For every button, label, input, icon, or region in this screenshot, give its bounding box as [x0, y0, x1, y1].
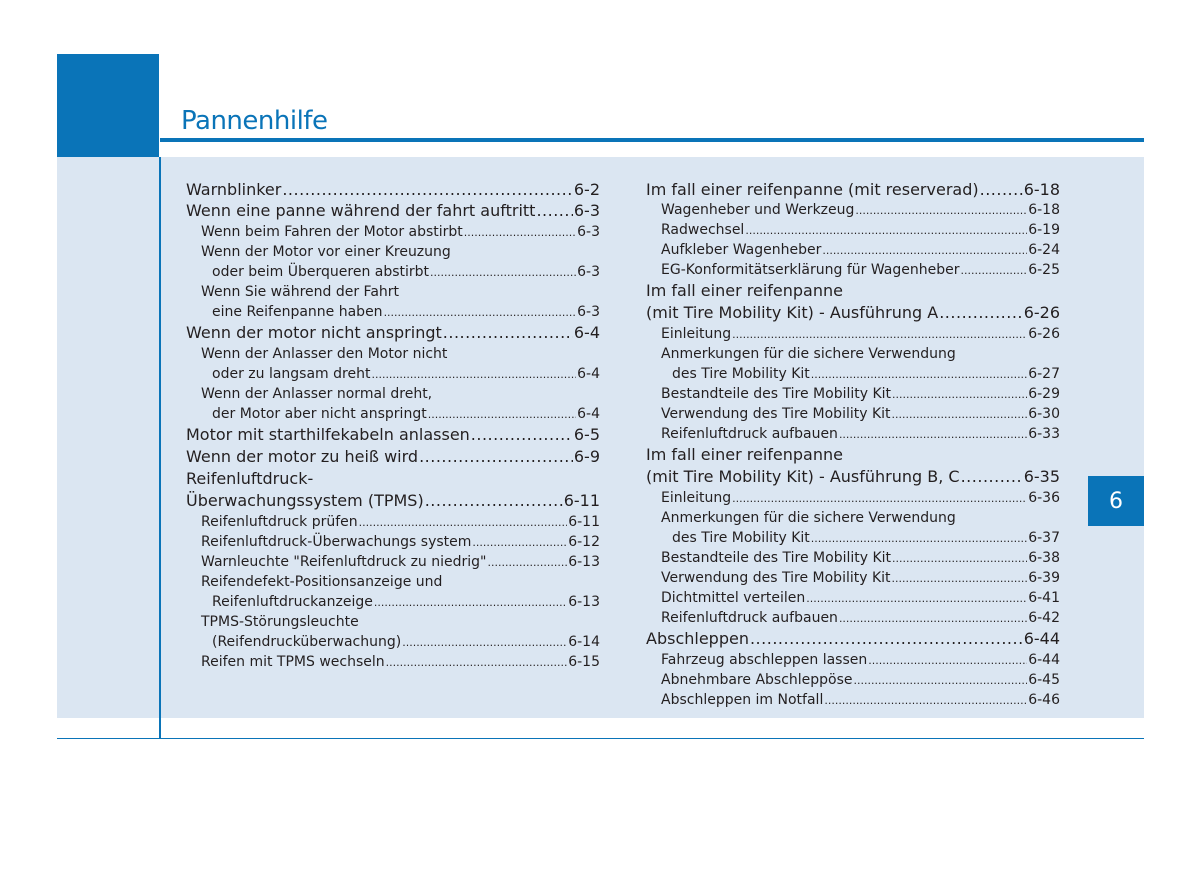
- toc-entry[interactable]: [186, 200, 600, 222]
- toc-entry-text: Einleitung: [661, 490, 732, 506]
- toc-page-number: 6-3: [573, 201, 600, 220]
- dot-leader: [868, 650, 1027, 671]
- toc-entry[interactable]: [646, 302, 1060, 324]
- toc-column-right: [646, 179, 1060, 710]
- toc-page-number: 6-15: [568, 654, 600, 670]
- toc-entry-text: Warnleuchte "Reifenluftdruck zu niedrig": [201, 554, 487, 570]
- toc-entry[interactable]: [646, 200, 1060, 220]
- toc-entry-text: Reifenluftdruck aufbauen: [661, 610, 838, 626]
- toc-page-number: 6-11: [568, 514, 600, 530]
- dot-leader: [855, 200, 1027, 221]
- toc-entry-text: Verwendung des Tire Mobility Kit: [661, 406, 891, 422]
- dot-leader: [464, 222, 576, 243]
- toc-entry-text: (mit Tire Mobility Kit) - Ausführung A: [646, 303, 939, 322]
- toc-entry[interactable]: [186, 652, 600, 672]
- toc-entry-text: Bestandteile des Tire Mobility Kit: [661, 386, 892, 402]
- toc-entry-text: Radwechsel: [661, 222, 745, 238]
- toc-entry-text: Wenn der Anlasser den Motor nicht: [201, 346, 448, 362]
- toc-entry-text: Dichtmittel verteilen: [661, 590, 806, 606]
- toc-entry[interactable]: [186, 552, 600, 572]
- toc-page-number: 6-26: [1028, 326, 1060, 342]
- toc-entry[interactable]: [186, 592, 600, 612]
- dot-leader: [425, 490, 563, 512]
- dot-leader: [386, 652, 568, 673]
- toc-entry-line[interactable]: [186, 468, 600, 490]
- toc-entry-text: EG-Konformitätserklärung für Wagenheber: [661, 262, 960, 278]
- toc-page-number: 6-41: [1028, 590, 1060, 606]
- dot-leader: [374, 592, 567, 613]
- toc-entry[interactable]: [186, 322, 600, 344]
- toc-page-number: 6-24: [1028, 242, 1060, 258]
- toc-page-number: 6-26: [1023, 303, 1060, 322]
- dot-leader: [892, 384, 1027, 405]
- dot-leader: [536, 200, 572, 222]
- toc-page-number: 6-46: [1028, 692, 1060, 708]
- page-title: Pannenhilfe: [181, 106, 328, 136]
- toc-page-number: 6-37: [1028, 530, 1060, 546]
- toc-page-number: 6-30: [1028, 406, 1060, 422]
- toc-entry-text: Wenn Sie während der Fahrt: [201, 284, 400, 300]
- toc-entry[interactable]: [646, 384, 1060, 404]
- dot-leader: [811, 528, 1027, 549]
- toc-entry-text: Aufkleber Wagenheber: [661, 242, 822, 258]
- toc-entry-text: Reifenluftdruckanzeige: [212, 594, 373, 610]
- toc-entry-text: Wenn eine panne während der fahrt auftritt: [186, 201, 536, 220]
- toc-entry-text: Reifendefekt-Positionsanzeige und: [201, 574, 443, 590]
- dot-leader: [892, 404, 1028, 425]
- toc-entry-text: Wagenheber und Werkzeug: [661, 202, 855, 218]
- toc-page-number: 6-5: [573, 425, 600, 444]
- toc-entry-text: des Tire Mobility Kit: [672, 530, 810, 546]
- toc-entry-line[interactable]: [186, 384, 600, 404]
- toc-page-number: 6-39: [1028, 570, 1060, 586]
- toc-entry-text: Im fall einer reifenpanne (mit reserverad): [646, 180, 979, 199]
- toc-entry[interactable]: [186, 222, 600, 242]
- toc-page-number: 6-44: [1023, 629, 1060, 648]
- toc-entry-text: Verwendung des Tire Mobility Kit: [661, 570, 891, 586]
- toc-entry-text: Anmerkungen für die sichere Verwendung: [661, 346, 956, 362]
- toc-entry[interactable]: [186, 512, 600, 532]
- toc-page-number: 6-45: [1028, 672, 1060, 688]
- toc-entry-text: TPMS-Störungsleuchte: [201, 614, 359, 630]
- toc-entry[interactable]: [186, 364, 600, 384]
- dot-leader: [939, 302, 1022, 324]
- toc-entry-text: Wenn der Motor vor einer Kreuzung: [201, 244, 451, 260]
- toc-entry[interactable]: [646, 424, 1060, 444]
- toc-page-number: 6-36: [1028, 490, 1060, 506]
- toc-page-number: 6-25: [1028, 262, 1060, 278]
- toc-entry-text: der Motor aber nicht anspringt: [212, 406, 427, 422]
- dot-leader: [822, 240, 1027, 261]
- toc-entry[interactable]: [186, 262, 600, 282]
- toc-entry-text: Überwachungssystem (TPMS): [186, 491, 424, 510]
- toc-entry-text: Wenn der Anlasser normal dreht,: [201, 386, 433, 402]
- dot-leader: [745, 220, 1027, 241]
- toc-entry-text: Wenn der motor zu heiß wird: [186, 447, 419, 466]
- toc-entry[interactable]: [646, 488, 1060, 508]
- header-color-block: [57, 54, 159, 157]
- toc-page-number: 6-14: [568, 634, 600, 650]
- toc-page-number: 6-3: [577, 224, 600, 240]
- toc-page-number: 6-29: [1028, 386, 1060, 402]
- dot-leader: [371, 364, 576, 385]
- toc-entry-line[interactable]: [186, 282, 600, 302]
- toc-page-number: 6-27: [1028, 366, 1060, 382]
- dot-leader: [487, 552, 567, 573]
- dot-leader: [811, 364, 1027, 385]
- toc-entry-text: oder beim Überqueren abstirbt: [212, 264, 430, 280]
- toc-page-number: 6-42: [1028, 610, 1060, 626]
- dot-leader: [839, 424, 1027, 445]
- toc-entry-text: (mit Tire Mobility Kit) - Ausführung B, C: [646, 467, 960, 486]
- toc-page-number: 6-13: [568, 554, 600, 570]
- dot-leader: [892, 568, 1028, 589]
- toc-page-number: 6-35: [1023, 467, 1060, 486]
- toc-entry[interactable]: [646, 588, 1060, 608]
- toc-entry-line[interactable]: [646, 444, 1060, 466]
- toc-page-number: 6-33: [1028, 426, 1060, 442]
- toc-entry[interactable]: [646, 548, 1060, 568]
- toc-entry-text: Reifenluftdruck-: [186, 469, 314, 488]
- toc-page-number: 6-19: [1028, 222, 1060, 238]
- dot-leader: [839, 608, 1027, 629]
- toc-entry[interactable]: [186, 532, 600, 552]
- dot-leader: [732, 324, 1027, 345]
- toc-entry[interactable]: [646, 568, 1060, 588]
- dot-leader: [384, 302, 577, 323]
- dot-leader: [980, 179, 1023, 200]
- toc-entry-line[interactable]: [646, 508, 1060, 528]
- toc-entry-text: Wenn beim Fahren der Motor abstirbt: [201, 224, 463, 240]
- toc-entry-line[interactable]: [186, 344, 600, 364]
- dot-leader: [732, 488, 1027, 509]
- toc-page-number: 6-18: [1028, 202, 1060, 218]
- toc-entry-text: (Reifendrucküberwachung): [212, 634, 402, 650]
- dot-leader: [960, 260, 1027, 281]
- toc-entry-text: Abnehmbare Abschleppöse: [661, 672, 853, 688]
- toc-entry[interactable]: [186, 424, 600, 446]
- toc-page-number: 6-18: [1023, 180, 1060, 199]
- toc-page-number: 6-38: [1028, 550, 1060, 566]
- toc-entry[interactable]: [646, 466, 1060, 488]
- toc-entry-text: Anmerkungen für die sichere Verwendung: [661, 510, 956, 526]
- dot-leader: [892, 548, 1027, 569]
- toc-entry-text: Wenn der motor nicht anspringt: [186, 323, 442, 342]
- toc-entry-line[interactable]: [186, 612, 600, 632]
- chapter-tab: [1088, 476, 1144, 526]
- toc-page-number: 6-13: [568, 594, 600, 610]
- toc-entry[interactable]: [646, 364, 1060, 384]
- toc-entry[interactable]: [646, 260, 1060, 280]
- toc-entry-text: Im fall einer reifenpanne: [646, 281, 843, 300]
- dot-leader: [961, 466, 1023, 488]
- bottom-rule: [57, 738, 1144, 739]
- vertical-divider: [159, 157, 161, 739]
- toc-page-number: 6-9: [573, 447, 600, 466]
- toc-entry-text: Abschleppen: [646, 629, 749, 648]
- dot-leader: [472, 532, 567, 553]
- dot-leader: [471, 424, 573, 446]
- toc-entry[interactable]: [186, 446, 600, 468]
- toc-page-number: 6-3: [577, 264, 600, 280]
- dot-leader: [430, 262, 576, 283]
- toc-entry-text: Reifenluftdruck prüfen: [201, 514, 358, 530]
- toc-entry[interactable]: [646, 608, 1060, 628]
- toc-entry-line[interactable]: [646, 344, 1060, 364]
- toc-page-number: 6-4: [577, 366, 600, 382]
- dot-leader: [359, 512, 568, 533]
- toc-entry[interactable]: [646, 528, 1060, 548]
- toc-entry[interactable]: [186, 490, 600, 512]
- toc-entry-text: Einleitung: [661, 326, 732, 342]
- toc-entry-text: eine Reifenpanne haben: [212, 304, 383, 320]
- toc-page-number: 6-12: [568, 534, 600, 550]
- dot-leader: [282, 179, 573, 200]
- toc-entry-text: Motor mit starthilfekabeln anlassen: [186, 425, 470, 444]
- toc-entry-text: des Tire Mobility Kit: [672, 366, 810, 382]
- toc-entry[interactable]: [186, 632, 600, 652]
- toc-entry[interactable]: [646, 220, 1060, 240]
- dot-leader: [428, 404, 576, 425]
- dot-leader: [419, 446, 573, 468]
- toc-entry-line[interactable]: [186, 572, 600, 592]
- toc-entry[interactable]: [186, 302, 600, 322]
- toc-entry[interactable]: [646, 690, 1060, 710]
- dot-leader: [854, 670, 1028, 691]
- toc-column-left: [186, 179, 600, 672]
- toc-entry[interactable]: [646, 670, 1060, 690]
- dot-leader: [443, 322, 573, 344]
- toc-entry[interactable]: [646, 179, 1060, 200]
- toc-entry-text: Im fall einer reifenpanne: [646, 445, 843, 464]
- toc-entry[interactable]: [646, 650, 1060, 670]
- dot-leader: [750, 628, 1023, 650]
- toc-entry-text: Reifen mit TPMS wechseln: [201, 654, 385, 670]
- toc-entry-text: Fahrzeug abschleppen lassen: [661, 652, 868, 668]
- margin-panel: [57, 157, 159, 718]
- toc-page-number: 6-4: [573, 323, 600, 342]
- toc-page-number: 6-4: [577, 406, 600, 422]
- toc-entry-text: Reifenluftdruck-Überwachungs system: [201, 534, 472, 550]
- chapter-number: 6: [1109, 488, 1123, 514]
- toc-entry[interactable]: [646, 240, 1060, 260]
- dot-leader: [824, 690, 1027, 711]
- toc-entry-text: Bestandteile des Tire Mobility Kit: [661, 550, 892, 566]
- toc-entry[interactable]: [646, 324, 1060, 344]
- dot-leader: [806, 588, 1027, 609]
- toc-entry[interactable]: [186, 404, 600, 424]
- toc-entry-text: oder zu langsam dreht: [212, 366, 371, 382]
- toc-entry[interactable]: [646, 404, 1060, 424]
- toc-entry-text: Abschleppen im Notfall: [661, 692, 824, 708]
- toc-entry-text: Reifenluftdruck aufbauen: [661, 426, 838, 442]
- toc-page-number: 6-3: [577, 304, 600, 320]
- toc-entry-line[interactable]: [646, 280, 1060, 302]
- toc-page-number: 6-11: [563, 491, 600, 510]
- toc-entry-line[interactable]: [186, 242, 600, 262]
- toc-entry-text: Warnblinker: [186, 180, 282, 199]
- toc-entry[interactable]: [646, 628, 1060, 650]
- toc-page-number: 6-2: [573, 180, 600, 199]
- toc-page-number: 6-44: [1028, 652, 1060, 668]
- toc-entry[interactable]: [186, 179, 600, 200]
- title-underline: [160, 138, 1144, 142]
- dot-leader: [402, 632, 567, 653]
